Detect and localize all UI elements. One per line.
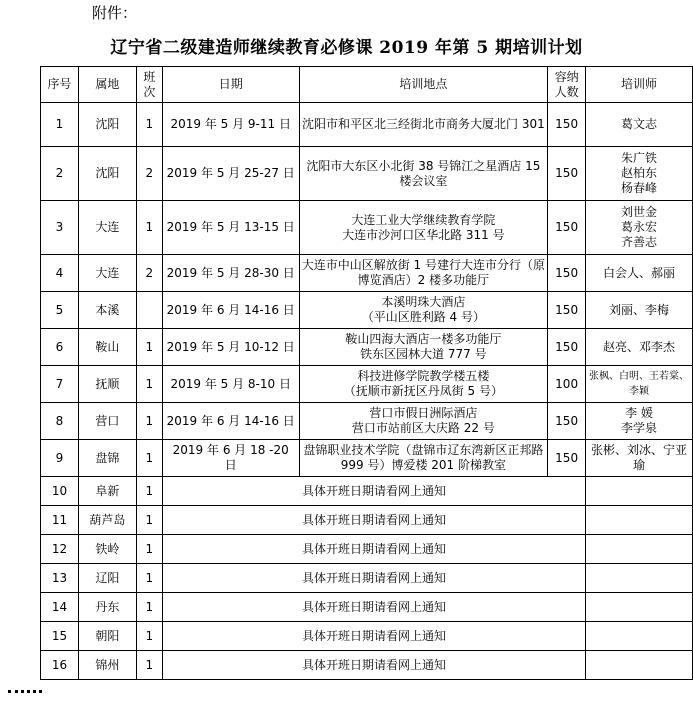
cell-class-no: 1 xyxy=(136,440,162,477)
table-row xyxy=(41,477,693,506)
cell-pending-notice: 具体开班日期请看网上通知 xyxy=(162,564,585,593)
cell-class-no: 1 xyxy=(136,651,162,680)
cell-pending-notice: 具体开班日期请看网上通知 xyxy=(162,651,585,680)
cell-trainer: 白会人、郝丽 xyxy=(586,255,693,292)
table-row xyxy=(41,201,693,255)
cell-seq: 6 xyxy=(41,329,79,366)
table-row xyxy=(41,535,693,564)
cell-location: 阜新 xyxy=(78,477,136,506)
cell-location: 锦州 xyxy=(78,651,136,680)
cell-pending-notice: 具体开班日期请看网上通知 xyxy=(162,622,585,651)
cell-date: 2019 年 6 月 18 -20 日 xyxy=(162,440,299,477)
table-row xyxy=(41,651,693,680)
cell-pending-notice: 具体开班日期请看网上通知 xyxy=(162,593,585,622)
cell-seq: 12 xyxy=(41,535,79,564)
cell-trainer: 李 媛 李学泉 xyxy=(586,403,693,440)
cell-location: 沈阳 xyxy=(78,147,136,201)
cell-class-no: 2 xyxy=(136,255,162,292)
cell-trainer xyxy=(586,535,693,564)
cell-seq: 16 xyxy=(41,651,79,680)
cell-capacity: 150 xyxy=(548,103,586,147)
cell-class-no: 1 xyxy=(136,564,162,593)
cell-class-no: 1 xyxy=(136,329,162,366)
cell-location: 铁岭 xyxy=(78,535,136,564)
cell-date: 2019 年 5 月 8-10 日 xyxy=(162,366,299,403)
cell-date: 2019 年 6 月 14-16 日 xyxy=(162,292,299,329)
cell-class-no: 1 xyxy=(136,103,162,147)
cell-pending-notice: 具体开班日期请看网上通知 xyxy=(162,477,585,506)
cell-venue: 大连工业大学继续教育学院 大连市沙河口区华北路 311 号 xyxy=(299,201,548,255)
table-row xyxy=(41,506,693,535)
cell-seq: 11 xyxy=(41,506,79,535)
table-row xyxy=(41,564,693,593)
table-row xyxy=(41,147,693,201)
header-trainer: 培训师 xyxy=(586,67,693,103)
cell-location: 抚顺 xyxy=(78,366,136,403)
cell-venue: 沈阳市大东区小北街 38 号锦江之星酒店 15 楼会议室 xyxy=(299,147,548,201)
table-row xyxy=(41,403,693,440)
cell-seq: 4 xyxy=(41,255,79,292)
cell-capacity: 150 xyxy=(548,255,586,292)
cell-date: 2019 年 5 月 13-15 日 xyxy=(162,201,299,255)
header-venue: 培训地点 xyxy=(299,67,548,103)
table-row xyxy=(41,103,693,147)
cell-location: 葫芦岛 xyxy=(78,506,136,535)
attachment-label: 附件： xyxy=(92,4,138,22)
training-schedule-table xyxy=(40,66,693,680)
cell-seq: 2 xyxy=(41,147,79,201)
cell-seq: 8 xyxy=(41,403,79,440)
cell-trainer xyxy=(586,564,693,593)
cell-class-no: 1 xyxy=(136,622,162,651)
table-row xyxy=(41,593,693,622)
cell-class-no: 2 xyxy=(136,147,162,201)
cell-class-no: 1 xyxy=(136,403,162,440)
cell-date: 2019 年 6 月 14-16 日 xyxy=(162,403,299,440)
cell-seq: 3 xyxy=(41,201,79,255)
cell-trainer xyxy=(586,651,693,680)
table-row xyxy=(41,255,693,292)
cell-seq: 5 xyxy=(41,292,79,329)
cell-trainer: 张彬、刘冰、宁亚瑜 xyxy=(586,440,693,477)
header-date: 日期 xyxy=(162,67,299,103)
cell-seq: 14 xyxy=(41,593,79,622)
cell-date: 2019 年 5 月 9-11 日 xyxy=(162,103,299,147)
cell-class-no: 1 xyxy=(136,477,162,506)
cell-location: 盘锦 xyxy=(78,440,136,477)
cell-trainer xyxy=(586,477,693,506)
cell-venue: 盘锦职业技术学院（盘锦市辽东湾新区正邦路 999 号）博爱楼 201 阶梯教室 xyxy=(299,440,548,477)
cell-capacity: 150 xyxy=(548,147,586,201)
cell-class-no: 1 xyxy=(136,366,162,403)
cell-location: 沈阳 xyxy=(78,103,136,147)
cell-location: 丹东 xyxy=(78,593,136,622)
cell-location: 鞍山 xyxy=(78,329,136,366)
cell-seq: 7 xyxy=(41,366,79,403)
cell-seq: 10 xyxy=(41,477,79,506)
header-capacity: 容纳人数 xyxy=(548,67,586,103)
cell-seq: 1 xyxy=(41,103,79,147)
cell-location: 大连 xyxy=(78,201,136,255)
header-location: 属地 xyxy=(78,67,136,103)
cell-trainer: 葛文志 xyxy=(586,103,693,147)
cell-trainer xyxy=(586,593,693,622)
cell-trainer: 刘世金 葛永宏 齐善志 xyxy=(586,201,693,255)
cell-pending-notice: 具体开班日期请看网上通知 xyxy=(162,535,585,564)
cell-capacity: 150 xyxy=(548,201,586,255)
cell-trainer xyxy=(586,506,693,535)
cell-venue: 鞍山四海大酒店一楼多功能厅 铁东区园林大道 777 号 xyxy=(299,329,548,366)
cell-location: 朝阳 xyxy=(78,622,136,651)
cell-date: 2019 年 5 月 28-30 日 xyxy=(162,255,299,292)
cell-location: 大连 xyxy=(78,255,136,292)
table-row xyxy=(41,622,693,651)
cell-venue: 营口市假日洲际酒店 营口市站前区大庆路 22 号 xyxy=(299,403,548,440)
cell-venue: 科技进修学院教学楼五楼 （抚顺市新抚区丹凤街 5 号） xyxy=(299,366,548,403)
table-header-row xyxy=(41,67,693,103)
cell-capacity: 150 xyxy=(548,440,586,477)
header-class-no: 班次 xyxy=(136,67,162,103)
header-seq: 序号 xyxy=(41,67,79,103)
cell-class-no: 1 xyxy=(136,201,162,255)
cell-trainer: 朱广铁 赵柏东 杨春峰 xyxy=(586,147,693,201)
cell-location: 营口 xyxy=(78,403,136,440)
table-row xyxy=(41,440,693,477)
cell-venue: 大连市中山区解放街 1 号建行大连市分行（原博览酒店）2 楼多功能厅 xyxy=(299,255,548,292)
page-marker xyxy=(8,690,42,697)
cell-class-no: 1 xyxy=(136,506,162,535)
cell-seq: 15 xyxy=(41,622,79,651)
cell-class-no xyxy=(136,292,162,329)
cell-trainer: 赵亮、邓李杰 xyxy=(586,329,693,366)
cell-capacity: 150 xyxy=(548,292,586,329)
table-row xyxy=(41,366,693,403)
cell-capacity: 150 xyxy=(548,329,586,366)
cell-trainer: 刘丽、李梅 xyxy=(586,292,693,329)
cell-capacity: 150 xyxy=(548,403,586,440)
cell-capacity: 100 xyxy=(548,366,586,403)
cell-seq: 9 xyxy=(41,440,79,477)
cell-date: 2019 年 5 月 25-27 日 xyxy=(162,147,299,201)
cell-pending-notice: 具体开班日期请看网上通知 xyxy=(162,506,585,535)
table-row xyxy=(41,329,693,366)
cell-seq: 13 xyxy=(41,564,79,593)
cell-class-no: 1 xyxy=(136,535,162,564)
cell-venue: 沈阳市和平区北三经街北市商务大厦北门 301 xyxy=(299,103,548,147)
document-title: 辽宁省二级建造师继续教育必修课 2019 年第 5 期培训计划 xyxy=(110,38,583,58)
cell-date: 2019 年 5 月 10-12 日 xyxy=(162,329,299,366)
cell-trainer xyxy=(586,622,693,651)
cell-trainer: 张枫、白明、王若棠、李颖 xyxy=(586,366,693,403)
table-row xyxy=(41,292,693,329)
cell-location: 辽阳 xyxy=(78,564,136,593)
cell-class-no: 1 xyxy=(136,593,162,622)
cell-venue: 本溪明珠大酒店 （平山区胜利路 4 号） xyxy=(299,292,548,329)
cell-location: 本溪 xyxy=(78,292,136,329)
